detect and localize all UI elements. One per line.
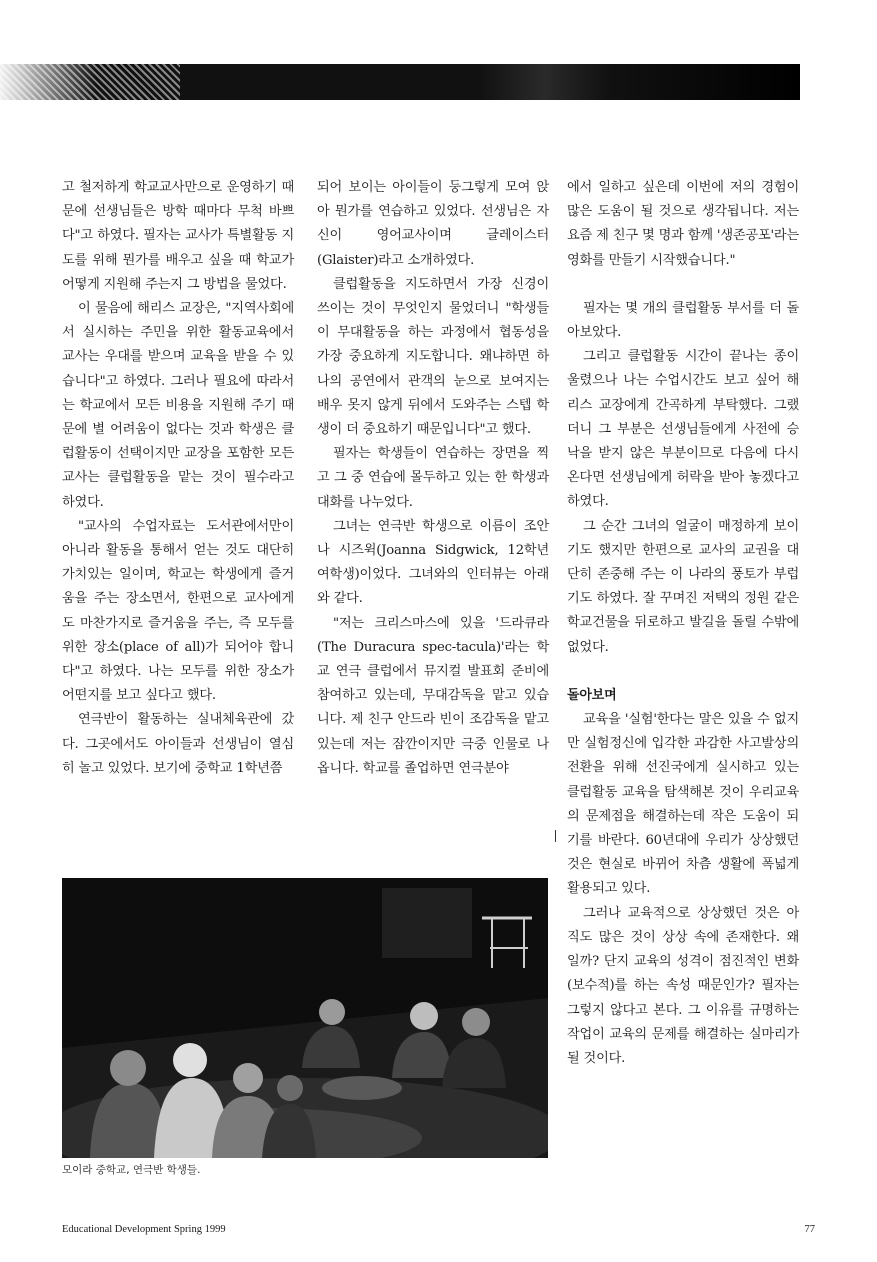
text-column-3 [567,176,799,1071]
paragraph-gap [567,660,799,684]
paragraph: 필자는 몇 개의 클럽활동 부서를 더 돌아보았다. [567,300,799,341]
paragraph: 되어 보이는 아이들이 둥그렇게 모여 앉아 뭔가를 연습하고 있었다. 선생님은 자신이 영어교사이며 글레이스터(Glaister)라고 소개하였다. [317,180,549,268]
paragraph: 그러나 교육적으로 상상했던 것은 아직도 많은 것이 상상 속에 존재한다. 왜 일까? 단지 교육의 성격이 점진적인 변화(보수적)를 하는 속성 때문인가? 필자는 그렇지 않다고 본다. 그 이유를 규명하는 작업이 교육의 문제를 해결하는 실마리가 될 것이다. [567,905,799,1066]
drama-club-photo [62,878,548,1158]
text-column-2 [317,176,549,781]
photo-caption: 모이라 중학교, 연극반 학생들. [62,1164,201,1176]
paragraph: 그리고 클럽활동 시간이 끝나는 종이 울렸으나 나는 수업시간도 보고 싶어 해리스 교장에게 간곡하게 부탁했다. 그랬더니 그 부분은 선생님들에게 사전에 승낙을 받지 않은 부분이므로 다음에 다시 온다면 선생님에게 허락을 받아 놓겠다고 하였다. [567,349,799,510]
page-number: 77 [804,1224,815,1235]
paragraph: 필자는 학생들이 연습하는 장면을 찍고 그 중 연습에 몰두하고 있는 한 학생과 대화를 나누었다. [317,446,549,510]
section-heading: 돌아보며 [567,687,617,703]
paragraph: "저는 크리스마스에 있을 '드라큐라(The Duracura spec-tacula)'라는 학교 연극 클럽에서 뮤지컬 발표회 준비에 참여하고 있는데, 무대감독을 맡고 있습니다. 제 친구 안드라 빈이 조감독을 맡고 있는데 저는 잠깐이지만 극중 인물로 나옵니다. 학교를 졸업하면 연극분야 [317,615,549,776]
paragraph: 그 순간 그녀의 얼굴이 매정하게 보이기도 했지만 한편으로 교사의 교권을 대단히 존중해 주는 이 나라의 풍토가 부럽기도 하였다. 잘 꾸며진 저택의 정원 같은 학교건물을 뒤로하고 발길을 돌릴 수밖에 없었다. [567,518,799,655]
journal-title: Educational Development Spring 1999 [62,1224,226,1235]
text-column-1 [62,176,294,781]
paragraph: 에서 일하고 싶은데 이번에 저의 경험이 많은 도움이 될 것으로 생각됩니다. 저는 요즘 제 친구 몇 명과 함께 '생존공포'라는 영화를 만들기 시작했습니다." [567,180,799,268]
header-decorative-band [0,64,800,100]
paragraph-gap [567,273,799,297]
paragraph: 연극반이 활동하는 실내체육관에 갔다. 그곳에서도 아이들과 선생님이 열심히 놀고 있었다. 보기에 중학교 1학년쯤 [62,712,294,776]
paragraph: 그녀는 연극반 학생으로 이름이 조안나 시즈윅(Joanna Sidgwick, 12학년 여학생)이었다. 그녀와의 인터뷰는 아래와 같다. [317,518,549,607]
paragraph: 교육을 '실험'한다는 말은 있을 수 없지만 실험정신에 입각한 과감한 사고발상의 전환을 위해 선진국에게 실시하고 있는 클럽활동 교육을 탐색해본 것이 우리교육의 문제점을 해결하는데 작은 도움이 되기를 바란다. 60년대에 우리가 상상했던 것은 현실로 바뀌어 차츰 생활에 폭넓게 활용되고 있다. [567,712,799,897]
column-divider-mark [555,830,556,842]
paragraph: "교사의 수업자료는 도서관에서만이 아니라 활동을 통해서 얻는 것도 대단히 가치있는 일이며, 학교는 학생에게 즐거움을 주는 장소면서, 한편으로 교사에게도 마찬가지로 즐거움을 주는, 즉 모두를 위한 장소(place of all)가 되어야 합니다"고 하였다. 나는 모두를 위한 장소가 어떤지를 보고 싶다고 했다. [62,518,294,704]
paragraph: 고 철저하게 학교교사만으로 운영하기 때문에 선생님들은 방학 때마다 무척 바쁘다"고 하였다. 필자는 교사가 특별활동 지도를 위해 뭔가를 배우고 싶을 때 학교가 어떻게 지원해 주는지 그 방법을 물었다. [62,180,294,292]
paragraph: 클럽활동을 지도하면서 가장 신경이 쓰이는 것이 무엇인지 물었더니 "학생들이 무대활동을 하는 과정에서 협동성을 가장 중요하게 지도합니다. 왜냐하면 하나의 공연에서 관객의 눈으로 보여지는 배우 못지 않게 뒤에서 도와주는 스텝 학생이 더 중요하기 때문입니다"고 했다. [317,276,549,438]
paragraph: 이 물음에 해리스 교장은, "지역사회에서 실시하는 주민을 위한 활동교육에서 교사는 우대를 받으며 교육을 받을 수 있습니다"고 하였다. 그러나 필요에 따라서는 학교에서 모든 비용을 지원해 주기 때문에 별 어려움이 없다는 것과 학생은 클럽활동이 선택이지만 교장을 포함한 모든 교사는 클럽활동을 맡는 것이 필수라고 하였다. [62,301,294,510]
